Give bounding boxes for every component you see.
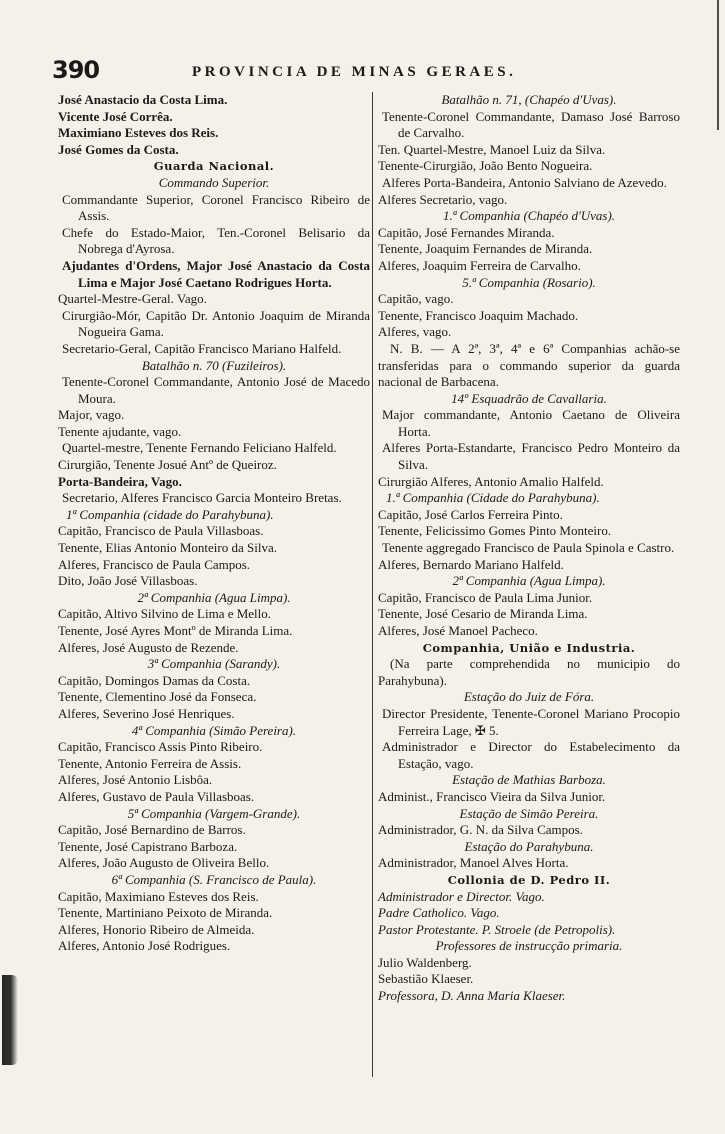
text-line: Julio Waldenberg. — [378, 954, 472, 970]
text-line: Quartel-mestre, Tenente Fernando Feliciano Halfeld. — [62, 440, 337, 456]
text-line: Administ., Francisco Vieira da Silva Junior. — [378, 788, 606, 804]
text-line: Alferes, vago. — [378, 324, 452, 340]
text-line: Alferes, José Manoel Pacheco. — [378, 623, 538, 638]
text-line: Capitão, vago. — [378, 291, 454, 307]
text-line: Capitão, Francisco de Paula Lima Junior. — [378, 589, 593, 605]
text-line: Administrador e Director. Vago. — [378, 888, 545, 904]
text-line: Administrador, Manoel Alves Horta. — [378, 855, 569, 871]
subsection-heading: 6ª Companhia (S. Francisco de Paula). — [111, 871, 317, 887]
text-line: Ten. Quartel-Mestre, Manoel Luiz da Silva. — [378, 141, 606, 157]
subsection-heading: Estação do Juiz de Fóra. — [463, 689, 595, 705]
text-line: José Gomes da Costa. — [58, 141, 179, 157]
section-heading: Guarda Nacional. — [153, 159, 275, 174]
text-line: José Anastacio da Costa Lima. — [58, 92, 228, 107]
text-line: Cirurgião Alferes, Antonio Amalio Halfeld. — [378, 473, 604, 489]
subsection-heading: Professores de instrucção primaria. — [435, 938, 623, 954]
text-line: Alferes, José Augusto de Rezende. — [58, 639, 239, 655]
page-edge-shadow — [2, 975, 18, 1065]
text-line: Tenente-Cirurgião, João Bento Nogueira. — [378, 158, 593, 174]
text-line: Alferes, Honorio Ribeiro de Almeida. — [58, 921, 255, 937]
text-line: Tenente, Martiniano Peixoto de Miranda. — [58, 905, 273, 921]
text-line: (Na parte comprehendida no municipio do Parahybuna). — [378, 656, 680, 688]
text-line: Alferes Porta-Bandeira, Antonio Salviano de Azevedo. — [382, 174, 667, 190]
text-line: Administrador e Director do Estabelecimento da Estação, vago. — [382, 739, 680, 771]
text-line: Secretario-Geral, Capitão Francisco Mariano Halfeld. — [62, 340, 342, 356]
text-line: Porta-Bandeira, Vago. — [58, 473, 182, 489]
subsection-heading: Commando Superior. — [158, 174, 270, 190]
text-line: Tenente, José Capistrano Barboza. — [58, 838, 238, 854]
subsection-heading: 3ª Companhia (Sarandy). — [147, 656, 281, 672]
right-column — [378, 92, 680, 1005]
subsection-heading: Estação do Parahybuna. — [464, 838, 594, 854]
text-line: Tenente ajudante, vago. — [58, 423, 182, 439]
text-line: Alferes, Gustavo de Paula Villasboas. — [58, 788, 255, 804]
text-line: Alferes, João Augusto de Oliveira Bello. — [58, 855, 270, 871]
text-line: Capitão, Domingos Damas da Costa. — [58, 672, 251, 688]
page-edge-line — [717, 0, 719, 130]
text-line: Alferes, Antonio José Rodrigues. — [58, 938, 231, 954]
text-line: Tenente aggregado Francisco de Paula Spinola e Castro. — [382, 540, 675, 556]
subsection-heading: 4ª Companhia (Simão Pereira). — [131, 722, 297, 738]
page-header — [52, 56, 692, 86]
text-line: Alferes, Bernardo Mariano Halfeld. — [378, 556, 564, 572]
text-line: Tenente, Clementino José da Fonseca. — [58, 689, 257, 705]
section-heading: Collonia de D. Pedro II. — [447, 872, 611, 887]
text-line: Alferes, José Antonio Lisbôa. — [58, 772, 213, 788]
text-line: Tenente, Antonio Ferreira de Assis. — [58, 755, 242, 771]
text-line: Quartel-Mestre-Geral. Vago. — [58, 291, 207, 307]
text-line: Director Presidente, Tenente-Coronel Mariano Procopio Ferreira Lage, ✠ 5. — [382, 705, 680, 738]
text-line: Capitão, José Carlos Ferreira Pinto. — [378, 506, 563, 522]
text-line: Alferes Secretario, vago. — [378, 191, 508, 207]
text-line: Ajudantes d'Ordens, Major José Anastacio da Costa Lima e Major José Caetano Rodrigues Horta. — [62, 257, 370, 290]
text-line: Tenente, Francisco Joaquim Machado. — [378, 307, 579, 323]
section-heading: Companhia, União e Industria. — [422, 640, 636, 655]
text-line: Padre Catholico. Vago. — [378, 905, 500, 921]
subsection-heading: Estação de Simão Pereira. — [459, 805, 599, 821]
text-line: Cirurgião, Tenente Josué Antº de Queiroz. — [58, 457, 277, 473]
text-line: 1.ª Companhia (Cidade do Parahybuna). — [386, 490, 600, 506]
text-line: Chefe do Estado-Maior, Ten.-Coronel Belisario da Nobrega d'Ayrosa. — [62, 224, 370, 257]
text-line: Alferes, Severino José Henriques. — [58, 705, 235, 721]
text-line: N. B. — A 2ª, 3ª, 4ª e 6ª Companhias achão-se transferidas para o commando superior da guarda nacional de Barbacena. — [378, 340, 680, 390]
text-line: Cirurgião-Mór, Capitão Dr. Antonio Joaquim de Miranda Nogueira Gama. — [62, 307, 370, 340]
text-line: Capitão, Francisco de Paula Villasboas. — [58, 523, 264, 539]
text-line: Tenente, Felicissimo Gomes Pinto Monteiro. — [378, 523, 612, 539]
text-line: Tenente-Coronel Commandante, Antonio José de Macedo Moura. — [62, 374, 370, 406]
left-column — [58, 92, 370, 955]
text-line: Capitão, Francisco Assis Pinto Ribeiro. — [58, 739, 263, 755]
text-line: Alferes Porta-Estandarte, Francisco Pedro Monteiro da Silva. — [382, 440, 680, 473]
text-line: Major commandante, Antonio Caetano de Oliveira Horta. — [382, 407, 680, 439]
text-line: Tenente, José Ayres Montº de Miranda Lima. — [58, 623, 293, 638]
text-line: Professora, D. Anna Maria Klaeser. — [378, 988, 566, 1004]
text-line: Tenente-Coronel Commandante, Damaso José Barroso de Carvalho. — [382, 108, 680, 141]
column-divider — [372, 92, 373, 1077]
subsection-heading: Estação de Mathias Barboza. — [452, 772, 606, 788]
text-line: Dito, João José Villasboas. — [58, 573, 198, 589]
text-line: Capitão, Altivo Silvino de Lima e Mello. — [58, 606, 272, 622]
text-line: Secretario, Alferes Francisco Garcia Monteiro Bretas. — [62, 490, 342, 506]
text-line: Commandante Superior, Coronel Francisco Ribeiro de Assis. — [62, 191, 370, 224]
text-line: Tenente, Elias Antonio Monteiro da Silva. — [58, 540, 277, 556]
running-title: PROVINCIA DE MINAS GERAES. — [192, 64, 517, 80]
subsection-heading: 2ª Companhia (Agua Limpa). — [452, 573, 606, 589]
subsection-heading: 5ª Companhia (Vargem-Grande). — [127, 805, 301, 821]
text-line: Administrador, G. N. da Silva Campos. — [378, 822, 583, 838]
text-line: Alferes, Joaquim Ferreira de Carvalho. — [378, 257, 581, 273]
text-line: Capitão, José Bernardino de Barros. — [58, 822, 246, 838]
page-number: 390 — [52, 56, 100, 84]
text-line: Alferes, Francisco de Paula Campos. — [58, 556, 251, 572]
text-line: Capitão, Maximiano Esteves dos Reis. — [58, 888, 259, 904]
subsection-heading: 1.ª Companhia (Chapéo d'Uvas). — [442, 208, 616, 224]
text-line: Pastor Protestante. P. Stroele (de Petropolis). — [378, 921, 616, 937]
text-line: Tenente, Joaquim Fernandes de Miranda. — [378, 241, 593, 257]
text-line: Maximiano Esteves dos Reis. — [58, 125, 219, 141]
subsection-heading: 14º Esquadrão de Cavallaria. — [451, 390, 607, 406]
subsection-heading: 2ª Companhia (Agua Limpa). — [137, 589, 291, 605]
text-line: Tenente, José Cesario de Miranda Lima. — [378, 606, 588, 622]
subsection-heading: Batalhão n. 70 (Fuzileiros). — [141, 357, 287, 373]
text-line: Major, vago. — [58, 407, 125, 423]
text-line: Vicente José Corrêa. — [58, 108, 173, 124]
text-line: 1ª Companhia (cidade do Parahybuna). — [66, 506, 274, 522]
subsection-heading: Batalhão n. 71, (Chapéo d'Uvas). — [441, 92, 617, 107]
text-line: Capitão, José Fernandes Miranda. — [378, 224, 555, 240]
subsection-heading: 5.ª Companhia (Rosario). — [462, 274, 596, 290]
text-line: Sebastião Klaeser. — [378, 971, 474, 987]
